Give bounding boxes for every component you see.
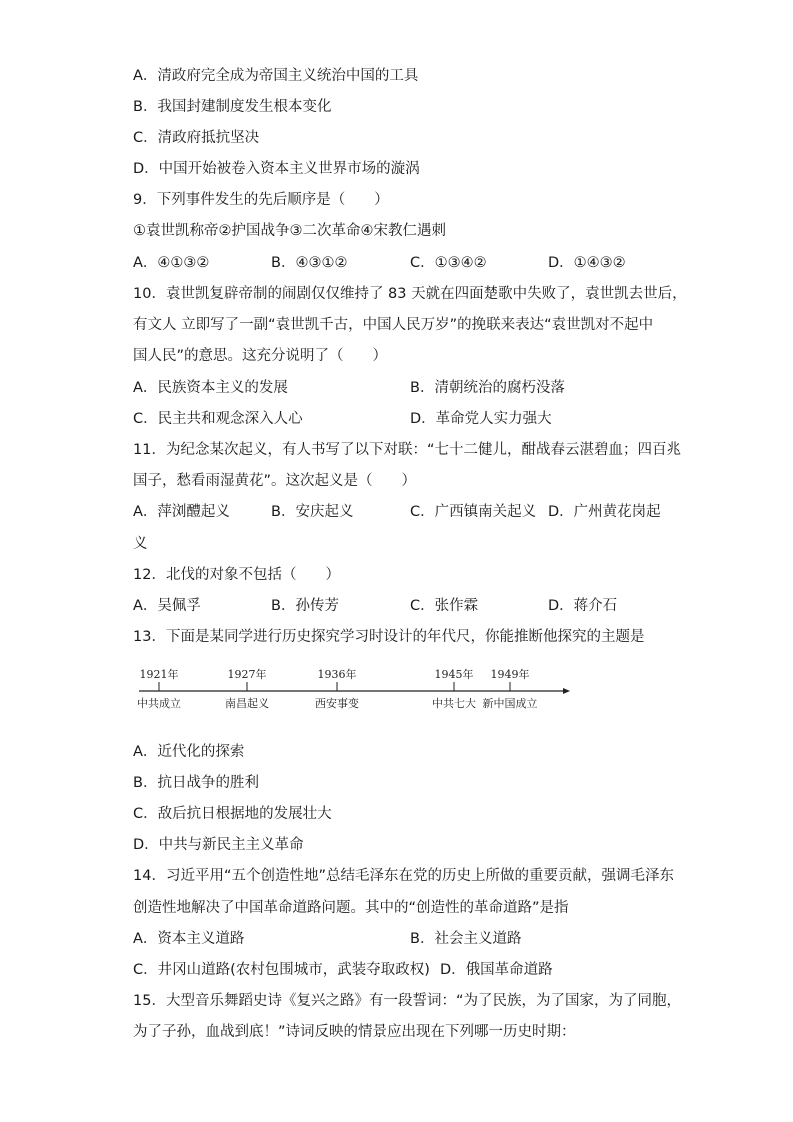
timeline-year: 1949年	[490, 668, 530, 681]
q8-option-a: A．清政府完全成为帝国主义统治中国的工具	[133, 68, 419, 84]
timeline-event: 新中国成立	[482, 697, 538, 710]
q12-option-c: C．张作霖	[410, 598, 479, 614]
q13-stem: 13．下面是某同学进行历史探究学习时设计的年代尺，你能推断他探究的主题是	[133, 629, 645, 645]
q8-option-c: C．清政府抵抗坚决	[133, 130, 260, 146]
q9-option-b: B．④③①②	[271, 255, 348, 271]
q15-stem-line2: 为了子孙，血战到底！”诗词反映的情景应出现在下列哪一历史时期：	[133, 1024, 576, 1040]
q10-option-a: A．民族资本主义的发展	[133, 380, 288, 396]
q11-stem-line2: 国子，愁看雨湿黄花”。这次起义是（ ）	[133, 473, 417, 489]
q14-option-c: C．井冈山道路(农村包围城市，武装夺取政权)	[133, 962, 430, 978]
q9-events: ①袁世凯称帝②护国战争③二次革命④宋教仁遇刺	[133, 223, 446, 239]
q13-option-c: C．敌后抗日根据地的发展壮大	[133, 806, 332, 822]
q13-option-a: A．近代化的探索	[133, 744, 245, 760]
q12-stem: 12．北伐的对象不包括（ ）	[133, 567, 340, 583]
timeline-year: 1921年	[139, 668, 179, 681]
timeline-event: 中共七大	[432, 697, 476, 710]
q9-option-d: D．①④③②	[548, 255, 626, 271]
q9-option-a: A．④①③②	[133, 255, 210, 271]
q10-option-c: C．民主共和观念深入人心	[133, 411, 303, 427]
timeline-year: 1945年	[434, 668, 474, 681]
q13-option-d: D．中共与新民主主义革命	[133, 837, 304, 853]
q12-option-b: B．孙传芳	[271, 598, 339, 614]
q15-stem-line1: 15．大型音乐舞蹈史诗《复兴之路》有一段誓词：“为了民族，为了国家，为了同胞，	[133, 993, 681, 1009]
timeline-arrow-icon	[563, 688, 570, 694]
q14-stem-line1: 14．习近平用“五个创造性地”总结毛泽东在党的历史上所做的重要贡献，强调毛泽东	[133, 868, 674, 884]
q10-stem-line1: 10．袁世凯复辟帝制的闹剧仅仅维持了 83 天就在四面楚歌中失败了，袁世凯去世后，	[133, 286, 687, 302]
timeline-year: 1927年	[227, 668, 267, 681]
q10-stem-line3: 国人民”的意思。这充分说明了（ ）	[133, 348, 388, 364]
q9-option-c: C．①③④②	[410, 255, 487, 271]
timeline-event: 中共成立	[137, 697, 181, 710]
timeline-event: 南昌起义	[225, 697, 269, 710]
q11-stem-line1: 11．为纪念某次起义，有人书写了以下对联：“七十二健儿，酣战春云湛碧血；四百兆	[133, 442, 681, 458]
q11-option-b: B．安庆起义	[271, 504, 354, 520]
q14-stem-line2: 创造性地解决了中国革命道路问题。其中的“创造性的革命道路”是指	[133, 900, 569, 916]
q11-option-d-wrap: 义	[133, 536, 148, 552]
q14-option-d: D．俄国革命道路	[440, 962, 553, 978]
q10-option-d: D．革命党人实力强大	[410, 411, 552, 427]
timeline-event: 西安事变	[315, 697, 359, 710]
timeline-year: 1936年	[317, 668, 357, 681]
q12-option-d: D．蒋介石	[548, 598, 618, 614]
q12-option-a: A．吴佩孚	[133, 598, 201, 614]
q9-stem: 9．下列事件发生的先后顺序是（ ）	[133, 192, 389, 208]
q11-option-a: A．萍浏醴起义	[133, 504, 230, 520]
q11-option-d: D．广州黄花岗起	[548, 504, 661, 520]
q13-option-b: B．抗日战争的胜利	[133, 775, 259, 791]
q14-option-a: A．资本主义道路	[133, 931, 245, 947]
q8-option-d: D．中国开始被卷入资本主义世界市场的漩涡	[133, 161, 420, 177]
q11-option-c: C．广西镇南关起义	[410, 504, 537, 520]
q10-option-b: B．清朝统治的腐朽没落	[410, 380, 565, 396]
timeline-ruler	[133, 660, 583, 720]
q10-stem-line2: 有文人 立即写了一副“袁世凯千古，中国人民万岁”的挽联来表达“袁世凯对不起中	[133, 317, 654, 333]
q8-option-b: B．我国封建制度发生根本变化	[133, 99, 332, 115]
q14-option-b: B．社会主义道路	[410, 931, 522, 947]
